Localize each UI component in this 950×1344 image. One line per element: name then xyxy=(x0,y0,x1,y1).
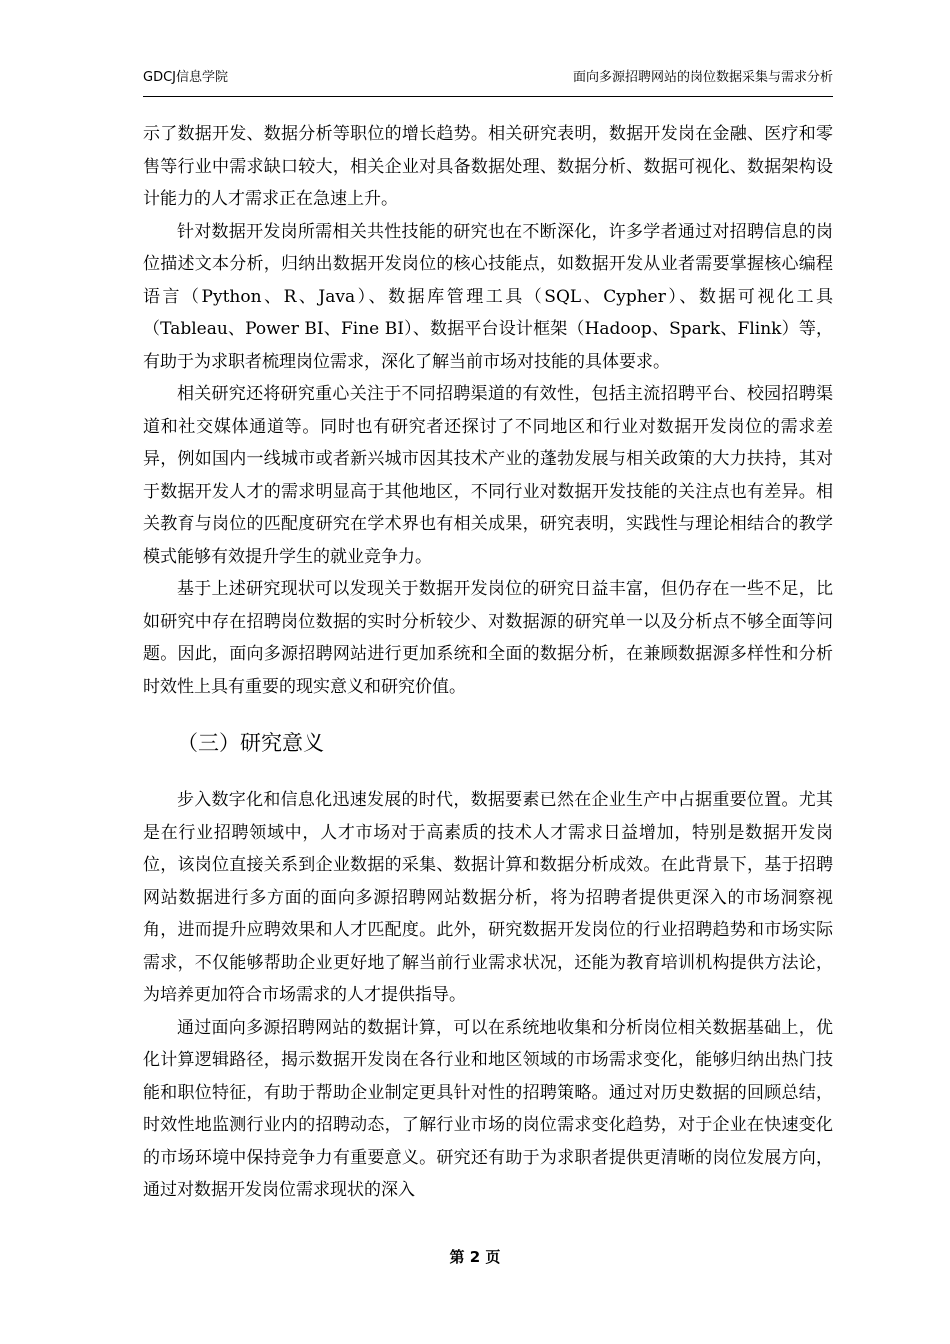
body-paragraph: 步入数字化和信息化迅速发展的时代，数据要素已然在企业生产中占据重要位置。尤其是在行业招聘领域中，人才市场对于高素质的技术人才需求日益增加，特别是数据开发岗位，该岗位直接关系到企业数据的采集、数据计算和数据分析成效。在此背景下，基于招聘网站数据进行多方面的面向多源招聘网站数据分析，将为招聘者提供更深入的市场洞察视角，进而提升应聘效果和人才匹配度。此外，研究数据开发岗位的行业招聘趋势和市场实际需求，不仅能够帮助企业更好地了解当前行业需求状况，还能为教育培训机构提供方法论，为培养更加符合市场需求的人才提供指导。 xyxy=(143,790,833,1005)
body-paragraph: 通过面向多源招聘网站的数据计算，可以在系统地收集和分析岗位相关数据基础上，优化计算逻辑路径，揭示数据开发岗在各行业和地区领域的市场需求变化，能够归纳出热门技能和职位特征，有助于帮助企业制定更具针对性的招聘策略。通过对历史数据的回顾总结，时效性地监测行业内的招聘动态，了解行业市场的岗位需求变化趋势，对于企业在快速变化的市场环境中保持竞争力有重要意义。研究还有助于为求职者提供更清晰的岗位发展方向，通过对数据开发岗位需求现状的深入 xyxy=(143,1017,833,1200)
page-header xyxy=(143,66,833,88)
body-paragraph: 相关研究还将研究重心关注于不同招聘渠道的有效性，包括主流招聘平台、校园招聘渠道和社交媒体通道等。同时也有研究者还探讨了不同地区和行业对数据开发岗位的需求差异，例如国内一线城市或者新兴城市因其技术产业的蓬勃发展与相关政策的大力扶持，其对于数据开发人才的需求明显高于其他地区，不同行业对数据开发技能的关注点也有差异。相关教育与岗位的匹配度研究在学术界也有相关成果，研究表明，实践性与理论相结合的教学模式能够有效提升学生的就业竞争力。 xyxy=(143,384,833,567)
header-paper-title: 面向多源招聘网站的岗位数据采集与需求分析 xyxy=(572,70,833,85)
body-paragraph: 基于上述研究现状可以发现关于数据开发岗位的研究日益丰富，但仍存在一些不足，比如研究中存在招聘岗位数据的实时分析较少、对数据源的研究单一以及分析点不够全面等问题。因此，面向多源招聘网站进行更加系统和全面的数据分析，在兼顾数据源多样性和分析时效性上具有重要的现实意义和研究价值。 xyxy=(143,579,833,697)
body-paragraph: 示了数据开发、数据分析等职位的增长趋势。相关研究表明，数据开发岗在金融、医疗和零售等行业中需求缺口较大，相关企业对具备数据处理、数据分析、数据可视化、数据架构设计能力的人才需求正在急速上升。 xyxy=(143,124,833,209)
section-heading: （三）研究意义 xyxy=(177,731,324,755)
body-paragraph: 针对数据开发岗所需相关共性技能的研究也在不断深化，许多学者通过对招聘信息的岗位描述文本分析，归纳出数据开发岗位的核心技能点，如数据开发从业者需要掌握核心编程语言（Python、R、Java）、数据库管理工具（SQL、Cypher）、数据可视化工具（Tableau、Power BI、Fine BI）、数据平台设计框架（Hadoop、Spark、Flink）等，有助于为求职者梳理岗位需求，深化了解当前市场对技能的具体要求。 xyxy=(143,221,833,372)
page-number: 第 2 页 xyxy=(449,1248,501,1266)
header-institution: GDCJ信息学院 xyxy=(143,70,228,85)
paper-body xyxy=(143,118,833,1207)
header-divider xyxy=(143,96,833,97)
